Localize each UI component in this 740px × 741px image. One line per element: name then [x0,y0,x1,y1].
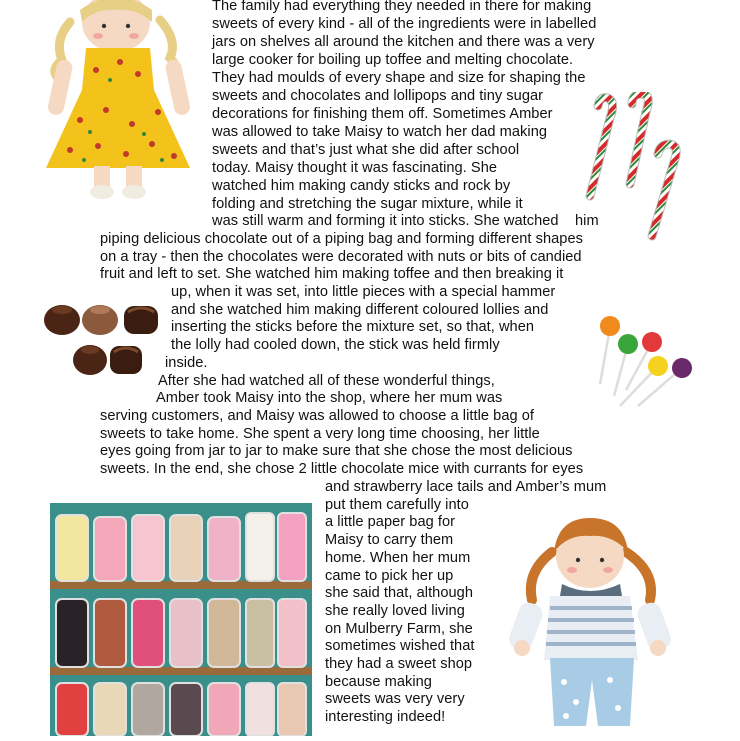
story-line: They had moulds of every shape and size for shaping the [212,70,586,86]
story-line: sweets and chocolates and lollipops and tiny sugar [212,88,544,104]
story-line: watched him making candy sticks and rock by [212,178,511,194]
story-line: Amber took Maisy into the shop, where her mum was [156,390,503,406]
story-line: sometimes wished that [325,638,475,654]
story-line: home. When her mum [325,550,471,566]
story-line: today. Maisy thought it was fascinating. She [212,160,498,176]
story-line: sweets to take home. She spent a very long time choosing, her little [100,426,540,442]
story-line: on a tray - then the chocolates were decorated with nuts or bits of candied [100,249,582,265]
story-line: piping delicious chocolate out of a piping bag and forming different shapes [100,231,583,247]
story-line: After she had watched all of these wonderful things, [158,373,495,389]
story-line: she really loved living [325,603,465,619]
story-line: put them carefully into [325,497,469,513]
lollipops-icon [594,314,698,410]
story-line: and strawberry lace tails and Amber’s mum [325,479,607,495]
story-line: sweets. In the end, she chose 2 little chocolate mice with currants for eyes [100,461,584,477]
story-line: The family had everything they needed in there for making [212,0,592,14]
story-line: up, when it was set, into little pieces with a special hammer [171,284,556,300]
candy-canes-icon [584,92,694,242]
story-line: was allowed to take Maisy to watch her dad making [212,124,548,140]
story-line: sweets and that’s just what she did after school [212,142,520,158]
story-line: decorations for finishing them off. Sometimes Amber [212,106,553,122]
story-line: Maisy to carry them [325,532,454,548]
story-line: sweets of every kind - all of the ingredients were in labelled [212,16,597,32]
doll-striped-jumper-icon [506,512,676,736]
doll-yellow-dress-icon [40,0,200,200]
story-line: fruit and left to set. She watched him making toffee and then breaking it [100,266,564,282]
story-line: on Mulberry Farm, she [325,621,473,637]
story-line: large cooker for boiling up toffee and melting chocolate. [212,52,574,68]
story-line: folding and stretching the sugar mixture, while it [212,196,523,212]
story-line: sweets was very very [325,691,465,707]
story-line: eyes going from jar to jar to make sure that she chose the most delicious [100,443,573,459]
sweet-jars-shelf-icon [50,503,312,736]
story-line: was still warm and forming it into sticks. She watched him [212,213,599,229]
story-line: she said that, although [325,585,474,601]
story-line: interesting indeed! [325,709,446,725]
story-line: jars on shelves all around the kitchen and there was a very [212,34,595,50]
chocolates-icon [42,298,162,380]
story-line: and she watched him making different coloured lollies and [171,302,549,318]
story-line: inside. [165,355,208,371]
story-line: serving customers, and Maisy was allowed to choose a little bag of [100,408,535,424]
story-line: the lolly had cooled down, the stick was held firmly [171,337,500,353]
story-line: a little paper bag for [325,514,456,530]
story-line: they had a sweet shop [325,656,473,672]
story-line: came to pick her up [325,568,454,584]
story-line: inserting the sticks before the mixture set, so that, when [171,319,535,335]
story-line: because making [325,674,432,690]
